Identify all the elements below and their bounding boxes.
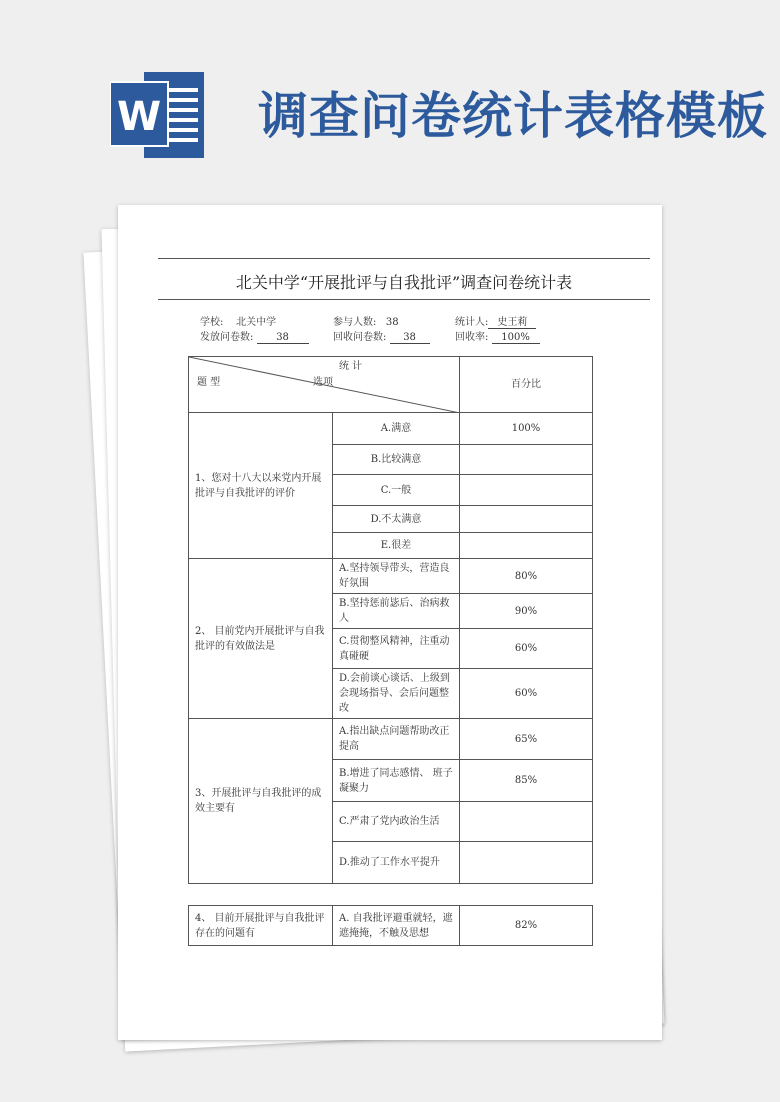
- option: C.贯彻整风精神，注重动真碰硬: [333, 629, 460, 669]
- school-label: 学校:: [200, 317, 224, 328]
- question-3: 3、开展批评与自我批评的成效主要有: [189, 719, 333, 884]
- option: B.比较满意: [333, 445, 460, 475]
- option: D.推动了工作水平提升: [333, 842, 460, 884]
- percent: 60%: [460, 629, 593, 669]
- rate: [455, 328, 540, 344]
- percent: [460, 842, 593, 884]
- percent: [460, 445, 593, 475]
- table-row: [189, 413, 593, 445]
- returned: [333, 328, 430, 344]
- option: D.会前谈心谈话、上级到会现场指导、会后问题整改: [333, 669, 460, 719]
- banner-title: 调查问卷统计表格模板: [258, 87, 768, 145]
- question-4: 4、 目前开展批评与自我批评存在的问题有: [189, 906, 333, 946]
- meta-row-1: [200, 313, 276, 328]
- word-icon: [110, 68, 206, 162]
- option: B.坚持惩前毖后、治病救人: [333, 594, 460, 629]
- title-rule-bottom: [158, 299, 650, 300]
- option: E.很差: [333, 533, 460, 559]
- percent: 80%: [460, 559, 593, 594]
- title-rule-top: [158, 258, 650, 259]
- header-type: 题 型: [197, 377, 221, 388]
- option: B.增进了同志感情、 班子凝聚力: [333, 760, 460, 802]
- counter-label: 统计人:: [455, 317, 489, 328]
- option: C.一般: [333, 475, 460, 506]
- participants-value: 38: [385, 317, 399, 328]
- issued-value: 38: [257, 332, 309, 344]
- option: C.严肃了党内政治生活: [333, 802, 460, 842]
- rate-value: 100%: [492, 332, 540, 344]
- returned-label: 回收问卷数:: [333, 332, 387, 343]
- header-option: 选项: [313, 377, 333, 388]
- percent: 90%: [460, 594, 593, 629]
- survey-table-continued: [188, 905, 593, 946]
- participants-label: 参与人数:: [333, 317, 377, 328]
- option: A.指出缺点问题帮助改正提高: [333, 719, 460, 760]
- rate-label: 回收率:: [455, 332, 489, 343]
- percent: [460, 802, 593, 842]
- school-value: 北关中学: [236, 317, 277, 328]
- issued-label: 发放问卷数:: [200, 332, 254, 343]
- issued: [200, 328, 309, 344]
- percent: 85%: [460, 760, 593, 802]
- header-stat: 统 计: [339, 361, 363, 372]
- percent: 65%: [460, 719, 593, 760]
- question-2: 2、 目前党内开展批评与自我批评的有效做法是: [189, 559, 333, 719]
- returned-value: 38: [390, 332, 430, 344]
- document-title: 北关中学“开展批评与自我批评”调查问卷统计表: [235, 273, 573, 292]
- option: A.坚持领导带头，营造良好氛围: [333, 559, 460, 594]
- table-row: [189, 719, 593, 760]
- percent: [460, 533, 593, 559]
- option: D.不太满意: [333, 506, 460, 533]
- option: A. 自我批评避重就轻，遮遮掩掩，不触及思想: [333, 906, 460, 946]
- counter-value: 史王莉: [488, 313, 536, 329]
- percent: 60%: [460, 669, 593, 719]
- diagonal-header-cell: [189, 357, 460, 413]
- header-percent: 百分比: [460, 357, 593, 413]
- svg-text:W: W: [116, 94, 162, 140]
- counter: [455, 313, 536, 329]
- option: A.满意: [333, 413, 460, 445]
- participants: [333, 313, 399, 328]
- table-row: [189, 559, 593, 594]
- percent: 100%: [460, 413, 593, 445]
- survey-table: [188, 356, 593, 884]
- table-row: [189, 906, 593, 946]
- percent: [460, 475, 593, 506]
- question-1: 1、您对十八大以来党内开展批评与自我批评的评价: [189, 413, 333, 559]
- percent: [460, 506, 593, 533]
- percent: 82%: [460, 906, 593, 946]
